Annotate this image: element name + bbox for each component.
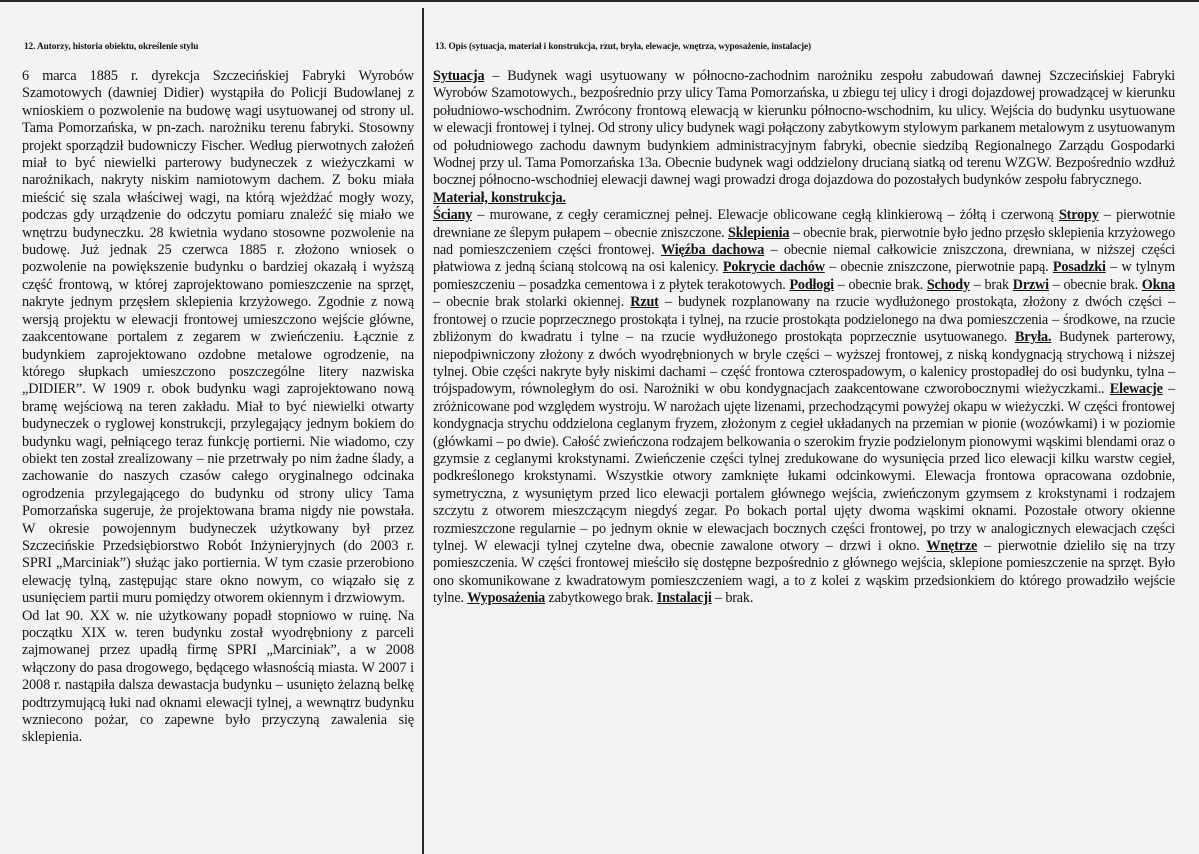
bryla-label: Bryła. [1014, 329, 1052, 346]
history-text [22, 68, 414, 747]
drzwi-label: Drzwi [1012, 276, 1049, 293]
okna-label: Okna [1141, 276, 1175, 293]
wyposazenia-text: zabytkowego brak. [545, 590, 657, 607]
schody-label: Schody [926, 276, 970, 293]
wnetrze-label: Wnętrze [926, 537, 978, 554]
sytuacja-text: – Budynek wagi usytuowany w północno-zachodnim narożniku zespołu zabudowań dawnej Szczecińskiej Fabryki Wyrobów Szamotowych., bezpośrednio przy ulicy Tama Pomorzańska, u zbiegu tej ulicy i drogi dojazdowej prowadzącej w kierunku południowo-wschodnim. Zwrócony frontową elewacją w kierunku północno-wschodnim, ku ulicy. Wejścia do budynku usytuowane w elewacji frontowej i tylnej. Od strony ulicy budynek wagi połączony zabytkowym stylowym parkanem metalowym z usytuowanym od południowego zachodu dawnym budynkiem administracyjnym fabryki, obecnie siedzibą Regionalnego Zarządu Gospodarki Wodnej przy ul. Tama Pomorzańska 13a. Obecnie budynek wagi oddzielony drucianą siatką od terenu WZGW. Bezpośrednio wzdłuż bocznej północno-wschodniej elewacji dawnej wagi prowadzi droga dojazdowa do pozostałych budynków zespołu fabrycznego. [433, 68, 1175, 189]
elewacje-text: – zróżnicowane pod względem wystroju. W narożach ujęte lizenami, przechodzącymi powyżej okapu w wieżyczki. W części frontowej kondygnacja strychu oddzielona ceglanym fryzem, złożonym z cegieł układanych na przemian w pionie (wozówkami) i w poziomie (główkami – po dwie). Całość zwieńczona rodzajem belkowania o szerokim fryzie podzielonym pionowymi wąskimi blendami oraz o gzymsie z ceglanymi krokstynami. Zwieńczenie części tylnej zredukowane do wysunięcia przed lico elewacji kilku warstw cegieł, podkreślonego krokstynami. Wszystkie otwory zamknięte łukami odcinkowymi. Elewacja frontowa opracowana ozdobnie, symetryczna, z wysuniętym przed lico elewacji portalem głównego wejścia, zwieńczonym gzymsem z krokstynami i rodzajem szczytu z otworem mieszczącym niegdyś zegar. Po bokach portal ujęty dwoma wąskimi oknami. Pozostałe otwory okienne rozmieszczone regularnie – po jednym oknie w elewacjach bocznych części frontowej, po trzy w analogicznych elewacjach części tylnej. W elewacji tylnej czytelne dwa, obecnie zawalone otwory – drzwi i okno. [433, 381, 1175, 554]
podlogi-text: – obecnie brak. [833, 276, 927, 293]
posadzki-label: Posadzki [1052, 259, 1106, 276]
right-column [433, 42, 1175, 608]
pokrycie-label: Pokrycie dachów [722, 259, 825, 276]
sklepienia-label: Sklepienia [727, 224, 790, 241]
section-13-heading: 13. Opis (sytuacja, materiał i konstrukcja, rzut, bryła, elewacje, wnętrza, wyposażenie, instalacje) [435, 42, 812, 52]
sytuacja-paragraph [433, 68, 1175, 190]
drzwi-text: – obecnie brak. [1048, 276, 1142, 293]
instalacji-text: – brak. [711, 590, 754, 607]
sciany-label: Ściany [433, 207, 473, 224]
okna-text: – obecnie brak stolarki okiennej. [433, 294, 631, 311]
description-paragraph [433, 207, 1175, 607]
material-label: Materiał, konstrukcja. [433, 189, 566, 206]
left-column [22, 42, 414, 747]
instalacji-label: Instalacji [656, 590, 712, 607]
sytuacja-label: Sytuacja [433, 68, 485, 84]
wiezba-label: Więźba dachowa [661, 242, 765, 259]
description-text [433, 68, 1175, 608]
stropy-label: Stropy [1058, 207, 1099, 224]
wiezba-text: – obecnie niemal całkowicie zniszczona, drewniana, w niższej części płatwiowa z jedną ścianą stolcową na osi kalenicy. [433, 242, 1175, 276]
elewacje-label: Elewacje [1109, 381, 1163, 398]
rzut-text: – budynek rozplanowany na rzucie wydłużonego prostokąta, złożony z dwóch części – frontowej o rzucie poprzecznego prostokąta i tylnej, na rzucie prostokąta podzielonego na dwa pomieszczenia – środkowe, na rzucie zbliżonym do kwadratu i tylne – na rzucie wydłużonego prostokąta poprzecznie usytuowanego. [433, 294, 1175, 346]
rzut-label: Rzut [630, 294, 659, 311]
schody-text: – brak [969, 276, 1013, 293]
pokrycie-text: – obecnie zniszczone, pierwotnie papą. [824, 259, 1053, 276]
section-12-heading: 12. Autorzy, historia obiektu, określenie stylu [24, 42, 199, 52]
posadzki-text: – w tylnym pomieszczeniu – posadzka cementowa i z płytek terakotowych. [433, 259, 1175, 293]
podlogi-label: Podłogi [789, 276, 834, 293]
stropy-text: – pierwotnie drewniane ze ślepym pułapem – obecnie zniszczone. [433, 207, 1175, 241]
history-paragraph-1: 6 marca 1885 r. dyrekcja Szczecińskiej Fabryki Wyrobów Szamotowych (dawniej Didier) wystąpiła do Policji Budowlanej z wnioskiem o pozwolenie na budowę wagi usytuowanej od strony ul. Tama Pomorzańska, w pn-zach. narożniku terenu fabryki. Stosowny projekt sporządził budowniczy Fischer. Według pierwotnych założeń miał to być niewielki parterowy budyneczek z wieżyczkami w narożnikach, nakryty niskim namiotowym dachem. Z boku miała mieścić się szala właściwej wagi, na którą wjeżdżać mogły wozy, podczas gdy urządzenie do odczytu pomiaru znaleźć się miało we wnętrzu budyneczku. 28 kwietnia wydano stosowne pozwolenie na budowę. Już jednak 25 czerwca 1885 r. złożono wniosek o pozwolenie na powiększenie budynku o bardziej okazałą i wyższą część frontową, w której zaprojektowano pomieszczenie na sprzęt, nakryte jednym przęsłem sklepienia krzyżowego. Zgodnie z nową wersją projektu w elewacji frontowej umieszczono wejście główne, zaakcentowane portalem z zegarem w zwieńczeniu. Łącznie z budynkiem zaprojektowano ozdobne metalowe ogrodzenie, na którego słupkach umieszczono poszczególne litery nazwiska „DIDIER”. W 1909 r. obok budynku wagi zaprojektowano nową bramę wejściową na teren zakładu. Miał to być niewielki otwarty budyneczek o ryglowej konstrukcji, przylegający jednym bokiem do budynku wagi, pełniącego teraz funkcję portierni. Nie wiadomo, czy obiekt ten został zrealizowany – nie przetrwały po nim żadne ślady, a zachowanie do naszych czasów całego oryginalnego odcinaka ogrodzenia przylegającego do budynku od strony ulicy Tama Pomorzańska sugeruje, że projektowana brama nigdy nie powstała. W okresie powojennym budyneczek użytkowany był przez Szczecińskie Przedsiębiorstwo Robót Inżynieryjnych (do 2003 r. SPRI „Marciniak”) służąc jako portiernia. W tym czasie przerobiono elewację tylną, zastępując stare okno nowym, co wiązało się z usunięciem partii muru pomiędzy otworem okiennym i drzwiowym. [22, 68, 414, 607]
sklepienia-text: – obecnie brak, pierwotnie było jedno przęsło sklepienia krzyżowego nad pomieszczeniem części frontowej. [433, 224, 1175, 259]
history-paragraph-2: Od lat 90. XX w. nie użytkowany popadł stopniowo w ruinę. Na początku XIX w. teren budynku został wyodrębniony z parceli zajmowanej przez upadłą firmę SPRI „Marciniak”, a w 2008 włączony do pasa drogowego, będącego własnością miasta. W 2007 i 2008 r. nastąpiła dalsza dewastacja budynku – usunięto żelazną belkę podtrzymującą łuki nad oknami elewacji tylnej, a wewnątrz budynku wzniecono pożar, co zapewne było przyczyną zawalenia się sklepienia. [22, 607, 414, 746]
material-heading [433, 190, 1175, 207]
bryla-text: Budynek parterowy, niepodpiwniczony złożony z dwóch wyodrębnionych w bryle części – wyższej frontowej, z niską kondygnacją strychową i niższej tylnej. Obie części nakryte były niskimi dachami – część frontowa czterospadowym, o kalenicy prostopadłej do osi budynku, tylna – trójspadowym, równoległym do osi. Narożniki w obu kondygnacjach zaakcentowane czworobocznymi wieżyczkami.. [433, 329, 1175, 398]
sciany-text: – murowane, z cegły ceramicznej pełnej. Elewacje oblicowane cegłą klinkierową – żółtą i czerwoną [472, 207, 1059, 224]
column-divider [422, 8, 424, 854]
wnetrze-text: – pierwotnie dzieliło się na trzy pomieszczenia. W części frontowej mieściło się dostępne bezpośrednio z głównego wejścia, sklepione pomieszczenie na sprzęt. Było ono skomunikowane z kwadratowym pomieszczeniem wagi, a to z kolei z wąskim przedsionkiem do którego prowadziło wejście tylne. [433, 537, 1175, 607]
wyposazenia-label: Wyposażenia [467, 590, 546, 607]
